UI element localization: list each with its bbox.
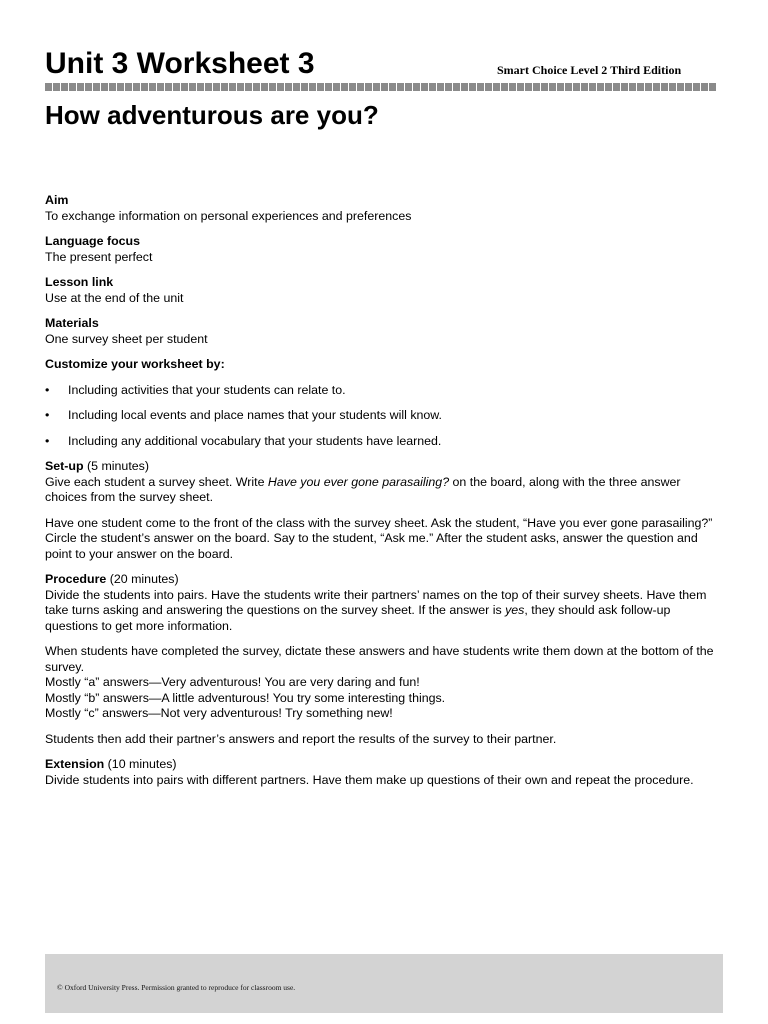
extension-heading: Extension xyxy=(45,757,105,771)
setup-heading: Set-up xyxy=(45,459,84,473)
list-item xyxy=(45,408,725,424)
lesson-link-heading: Lesson link xyxy=(45,275,114,289)
language-focus-text: The present perfect xyxy=(45,249,153,264)
extension-time: (10 minutes) xyxy=(107,757,177,771)
answer-line: Mostly “b” answers—A little adventurous! You try some interesting things. xyxy=(45,690,446,705)
list-item-text: Including local events and place names that your students will know. xyxy=(68,408,442,422)
header-divider xyxy=(45,83,716,91)
worksheet-subtitle: How adventurous are you? xyxy=(45,100,379,130)
procedure-italic-word: yes xyxy=(505,603,525,617)
setup-text: on the board, along with the three answer choices from the survey sheet. xyxy=(45,474,681,504)
worksheet-body xyxy=(45,193,725,798)
setup-paragraph-2: Have one student come to the front of the class with the survey sheet. Ask the student, “Have you ever gone parasailing?” Circle the student’s answer on the board. Say to the student, “Ask me.” After the student asks, answer the question and point to your answer on the board. xyxy=(45,515,713,561)
materials-heading: Materials xyxy=(45,316,99,330)
procedure-paragraph-1 xyxy=(45,588,725,635)
bullet-icon: • xyxy=(45,382,50,397)
lesson-link-text: Use at the end of the unit xyxy=(45,290,184,305)
edition-label: Smart Choice Level 2 Third Edition xyxy=(497,63,682,77)
setup-section xyxy=(45,459,725,506)
extension-section xyxy=(45,757,725,788)
procedure-section xyxy=(45,572,725,634)
language-focus-heading: Language focus xyxy=(45,234,141,248)
setup-paragraph-1 xyxy=(45,475,725,506)
language-focus-section xyxy=(45,234,725,265)
materials-section xyxy=(45,316,725,347)
list-item xyxy=(45,434,725,450)
procedure-text: , they should ask follow-up questions to get more information. xyxy=(45,603,671,633)
list-item-text: Including activities that your students can relate to. xyxy=(68,382,346,397)
procedure-dictation-text: When students have completed the survey, dictate these answers and have students write them down at the bottom of the survey. xyxy=(45,644,714,674)
bullet-icon: • xyxy=(45,433,50,448)
aim-text: To exchange information on personal experiences and preferences xyxy=(45,208,412,223)
footer-bar xyxy=(45,954,723,1013)
answer-line: Mostly “a” answers—Very adventurous! You are very daring and fun! xyxy=(45,675,420,689)
page-title: Unit 3 Worksheet 3 xyxy=(45,47,315,80)
setup-example-question: Have you ever gone parasailing? xyxy=(267,474,450,489)
materials-text: One survey sheet per student xyxy=(45,331,208,346)
extension-text: Divide students into pairs with different partners. Have them make up questions of their own and repeat the procedure. xyxy=(45,772,694,787)
list-item-text: Including any additional vocabulary that your students have learned. xyxy=(68,433,442,448)
customize-list xyxy=(45,383,725,450)
aim-section xyxy=(45,193,725,224)
procedure-paragraph-3: Students then add their partner’s answers and report the results of the survey to their partner. xyxy=(45,731,557,746)
bullet-icon: • xyxy=(45,408,50,422)
aim-heading: Aim xyxy=(45,193,69,207)
list-item xyxy=(45,383,725,399)
procedure-time: (20 minutes) xyxy=(109,572,179,586)
setup-time: (5 minutes) xyxy=(87,459,149,473)
lesson-link-section xyxy=(45,275,725,306)
procedure-paragraph-2 xyxy=(45,644,725,722)
copyright-notice: © Oxford University Press. Permission granted to reproduce for classroom use. xyxy=(57,983,296,992)
procedure-text: Divide the students into pairs. Have the students write their partners’ names on the top of their survey sheets. Have them take turns asking and answering the questions on the survey sheet. If the answer is xyxy=(45,587,707,617)
answer-line: Mostly “c” answers—Not very adventurous! Try something new! xyxy=(45,706,393,720)
customize-heading: Customize your worksheet by: xyxy=(45,357,225,371)
setup-text: Give each student a survey sheet. Write xyxy=(45,474,268,489)
procedure-heading: Procedure xyxy=(45,572,107,586)
